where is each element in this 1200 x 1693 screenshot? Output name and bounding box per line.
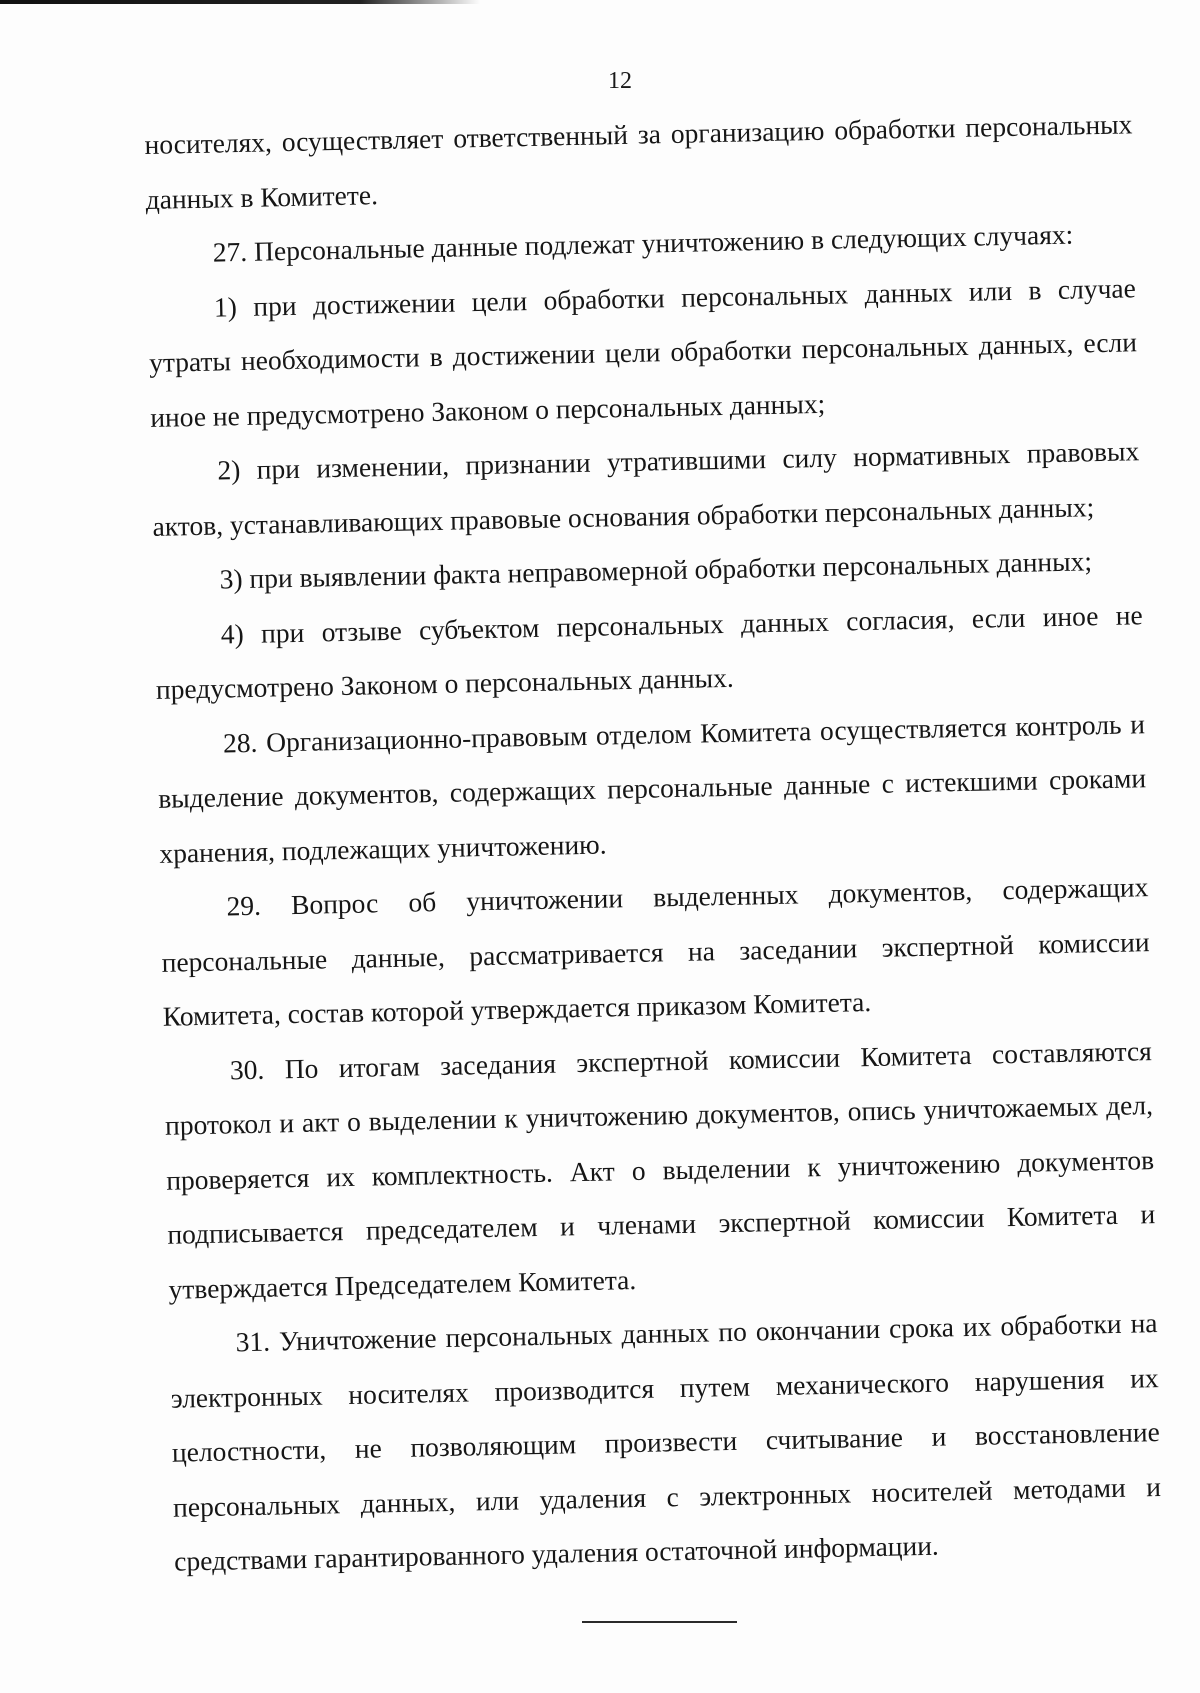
page-number: 12 xyxy=(608,68,632,94)
paragraph-27-item-3: 3) при выявлении факта неправомерной обработки персональных данных; xyxy=(219,545,1093,595)
document-body xyxy=(144,97,1163,1589)
paragraph-27-item-2: 2) при изменении, признании утратившими силу нормативных правовых актов, устанавливающих правовые основания обработки персональных данных; xyxy=(152,435,1140,542)
scan-edge-line xyxy=(0,0,480,4)
paragraph-30: 30. По итогам заседания экспертной комиссии Комитета составляются протокол и акт о выделении к уничтожению документов, опись уничтожаемых дел, проверяется их комплектность. Акт о выделении к уничтожению документов подписывается председателем и членами экспертной комиссии Комитета и утверждается Председателем Комитета. xyxy=(164,1034,1156,1305)
paragraph-continuation: носителях, осуществляет ответственный за организацию обработки персональных данных в Комитете. xyxy=(144,108,1133,215)
paragraph-31: 31. Уничтожение персональных данных по окончании срока их обработки на электронных носителях производится путем механического нарушения их целостности, не позволяющим произвести считывание и восстановление персональных данных, или удаления с электронных носителей методами и средствами гарантированного удаления остаточной информации. xyxy=(170,1307,1162,1577)
end-of-document-rule xyxy=(582,1621,737,1623)
paragraph-28: 28. Организационно-правовым отделом Комитета осуществляется контроль и выделение документов, содержащих персональные данные с истекшими сроками хранения, подлежащих уничтожению. xyxy=(157,707,1147,869)
paragraph-27-item-1: 1) при достижении цели обработки персональных данных или в случае утраты необходимости в достижении цели обработки персональных данных, если иное не предусмотрено Законом о персональных данных; xyxy=(148,271,1138,433)
paragraph-27-item-4: 4) при отзыве субъектом персональных данных согласия, если иное не предусмотрено Законом о персональных данных. xyxy=(155,598,1143,705)
paragraph-27: 27. Персональные данные подлежат уничтожению в следующих случаях: xyxy=(212,218,1074,268)
paragraph-29: 29. Вопрос об уничтожении выделенных документов, содержащих персональные данные, рассматривается на заседании экспертной комиссии Комитета, состав которой утверждается приказом Комитета. xyxy=(161,871,1150,1032)
